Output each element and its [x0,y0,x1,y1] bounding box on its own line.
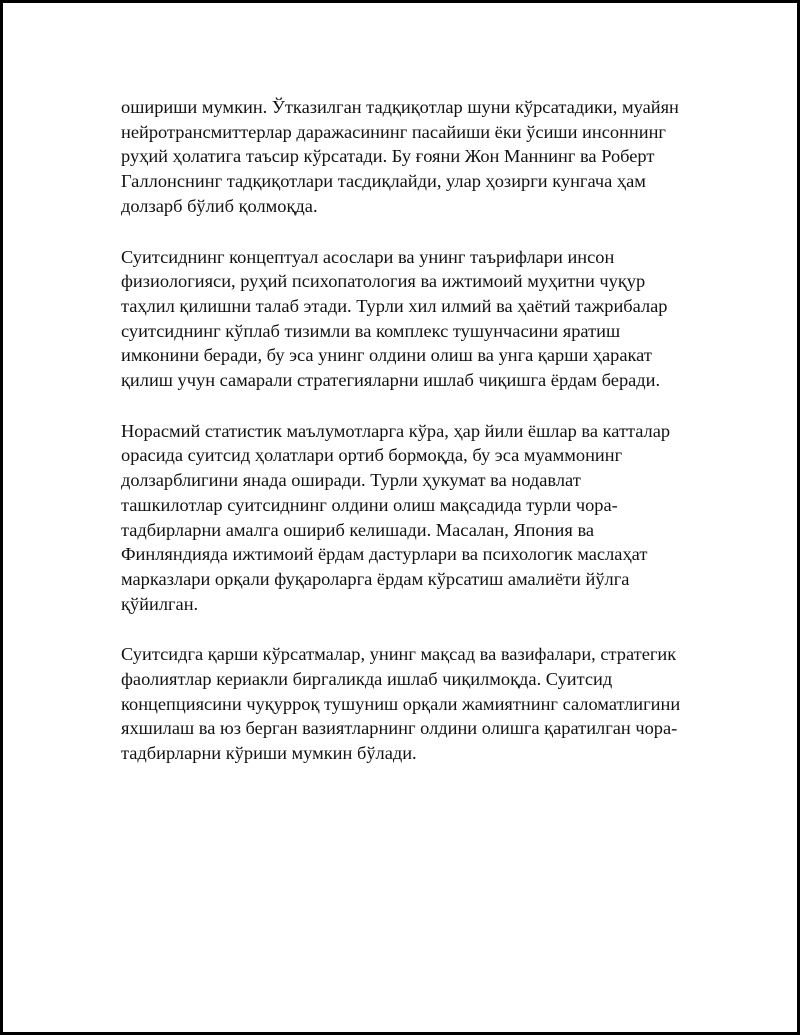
text-line: нейротрансмиттерлар даражасининг пасайиши ёки ўсиши инсоннинг [121,121,666,142]
text-line: таҳлил қилишни талаб этади. Турли хил илмий ва ҳаётий тажрибалар [121,295,668,316]
paragraph-4 [121,642,701,766]
text-line: физиологияси, руҳий психопатология ва ижтимоий муҳитни чуқур [121,271,646,292]
text-line: долзарблигини янада оширади. Турли ҳукумат ва нодавлат [121,470,581,491]
text-line: марказлари орқали фуқароларга ёрдам кўрсатиш амалиёти йўлга [121,568,630,589]
paragraph-2 [121,245,701,393]
document-body [121,95,701,792]
text-line: яхшилаш ва юз берган вазиятларнинг олдини олишга қаратилган чора- [121,718,678,739]
text-line: Норасмий статистик маълумотларга кўра, ҳар йили ёшлар ва катталар [121,420,671,441]
text-line: Галлонснинг тадқиқотлари тасдиқлайди, улар ҳозирги кунгача ҳам [121,171,646,192]
text-line: долзарб бўлиб қолмоқда. [121,195,318,216]
paragraph-1 [121,95,701,219]
text-line: имконини беради, бу эса унинг олдини олиш ва унга қарши ҳаракат [121,345,652,366]
text-line: Суитсиднинг концептуал асослари ва унинг таърифлари инсон [121,246,615,267]
text-line: руҳий ҳолатига таъсир кўрсатади. Бу ғояни Жон Маннинг ва Роберт [121,146,655,167]
text-line: қилиш учун самарали стратегияларни ишлаб чиқишга ёрдам беради. [121,370,661,391]
text-line: Финляндияда ижтимоий ёрдам дастурлари ва психологик маслаҳат [121,544,648,565]
text-line: орасида суитсид ҳолатлари ортиб бормоқда, бу эса муаммонинг [121,445,623,466]
paragraph-3 [121,419,701,617]
text-line: суитсиднинг кўплаб тизимли ва комплекс тушунчасини яратиш [121,320,621,341]
text-line: ошириши мумкин. Ўтказилган тадқиқотлар шуни кўрсатадики, муайян [121,97,679,117]
text-line: концепциясини чуқурроқ тушуниш орқали жамиятнинг саломатлигини [121,693,681,714]
text-line: тадбирларни кўриши мумкин бўлади. [121,743,417,764]
text-line: фаолиятлар кериакли биргаликда ишлаб чиқилмоқда. Суитсид [121,669,613,690]
text-line: қўйилган. [121,593,199,614]
text-line: Суитсидга қарши кўрсатмалар, унинг мақсад ва вазифалари, стратегик [121,644,677,665]
text-line: тадбирларни амалга ошириб келишади. Масалан, Япония ва [121,519,595,540]
text-line: ташкилотлар суитсиднинг олдини олиш мақсадида турли чора- [121,494,618,515]
